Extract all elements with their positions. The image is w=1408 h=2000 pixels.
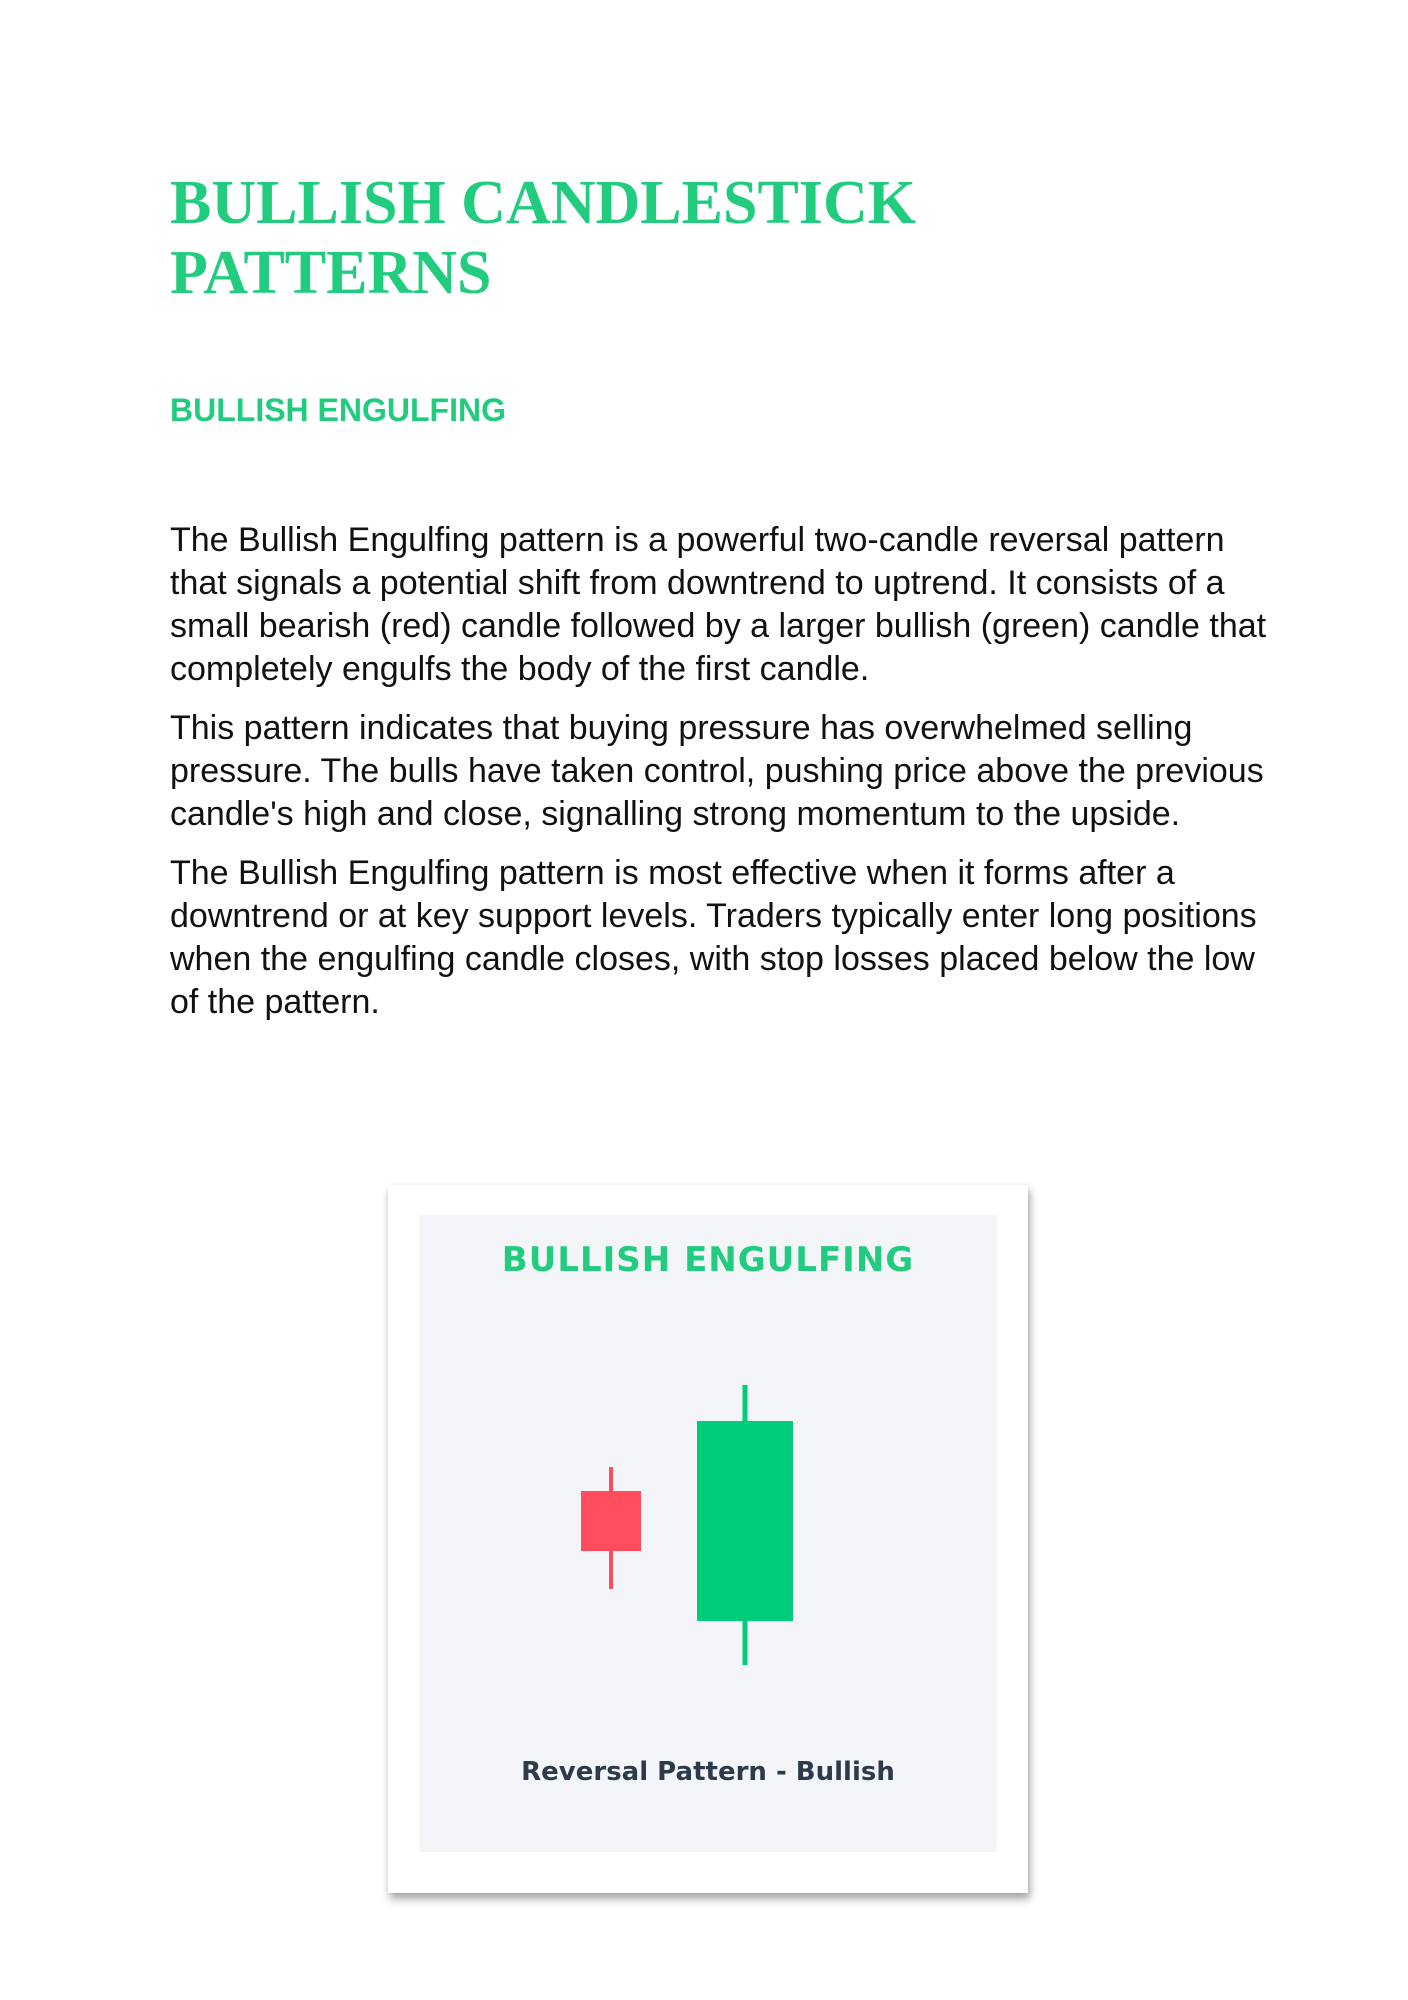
- body-text: [170, 519, 1280, 1040]
- paragraph: The Bullish Engulfing pattern is most effective when it forms after a downtrend or at key support levels. Traders typically enter long positions when the engulfing candle closes, with stop losses placed below the low of the pattern.: [170, 854, 1257, 1021]
- section-heading: BULLISH ENGULFING: [170, 392, 506, 428]
- pattern-figure: [388, 1185, 1028, 1893]
- bearish-candle: [581, 1467, 641, 1589]
- paragraph: This pattern indicates that buying pressure has overwhelmed selling pressure. The bulls have taken control, pushing price above the previous candle's high and close, signalling strong momentum to the upside.: [170, 709, 1264, 833]
- candlestick-illustration: [419, 1215, 997, 1852]
- paragraph: The Bullish Engulfing pattern is a powerful two-candle reversal pattern that signals a potential shift from downtrend to uptrend. It consists of a small bearish (red) candle followed by a larger bullish (green) candle that completely engulfs the body of the first candle.: [170, 521, 1267, 688]
- bearish-candle-body: [581, 1491, 641, 1551]
- bullish-candle-body: [697, 1421, 793, 1621]
- bullish-candle: [697, 1385, 793, 1665]
- page-title: BULLISH CANDLESTICK PATTERNS: [170, 169, 916, 307]
- figure-panel: [419, 1215, 997, 1852]
- figure-caption: Reversal Pattern - Bullish: [521, 1757, 895, 1787]
- figure-title: BULLISH ENGULFING: [501, 1240, 915, 1280]
